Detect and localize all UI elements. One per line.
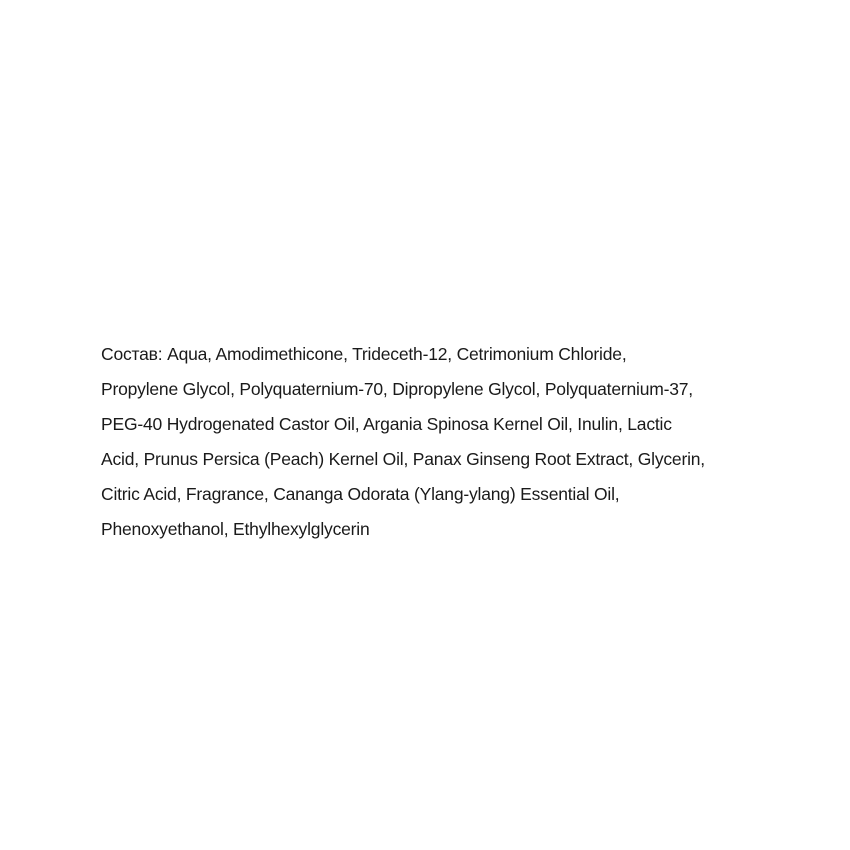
ingredients-line: Acid, Prunus Persica (Peach) Kernel Oil, Panax Ginseng Root Extract, Glycerin, <box>101 449 705 469</box>
ingredients-line: Citric Acid, Fragrance, Cananga Odorata (Ylang-ylang) Essential Oil, <box>101 484 620 504</box>
ingredients-line: Propylene Glycol, Polyquaternium-70, Dipropylene Glycol, Polyquaternium-37, <box>101 379 693 399</box>
ingredients-line: Состав: Aqua, Amodimethicone, Trideceth-12, Cetrimonium Chloride, <box>101 344 627 364</box>
ingredients-line: PEG-40 Hydrogenated Castor Oil, Argania Spinosa Kernel Oil, Inulin, Lactic <box>101 414 672 434</box>
ingredients-text <box>101 339 821 549</box>
ingredients-line: Phenoxyethanol, Ethylhexylglycerin <box>101 519 370 539</box>
